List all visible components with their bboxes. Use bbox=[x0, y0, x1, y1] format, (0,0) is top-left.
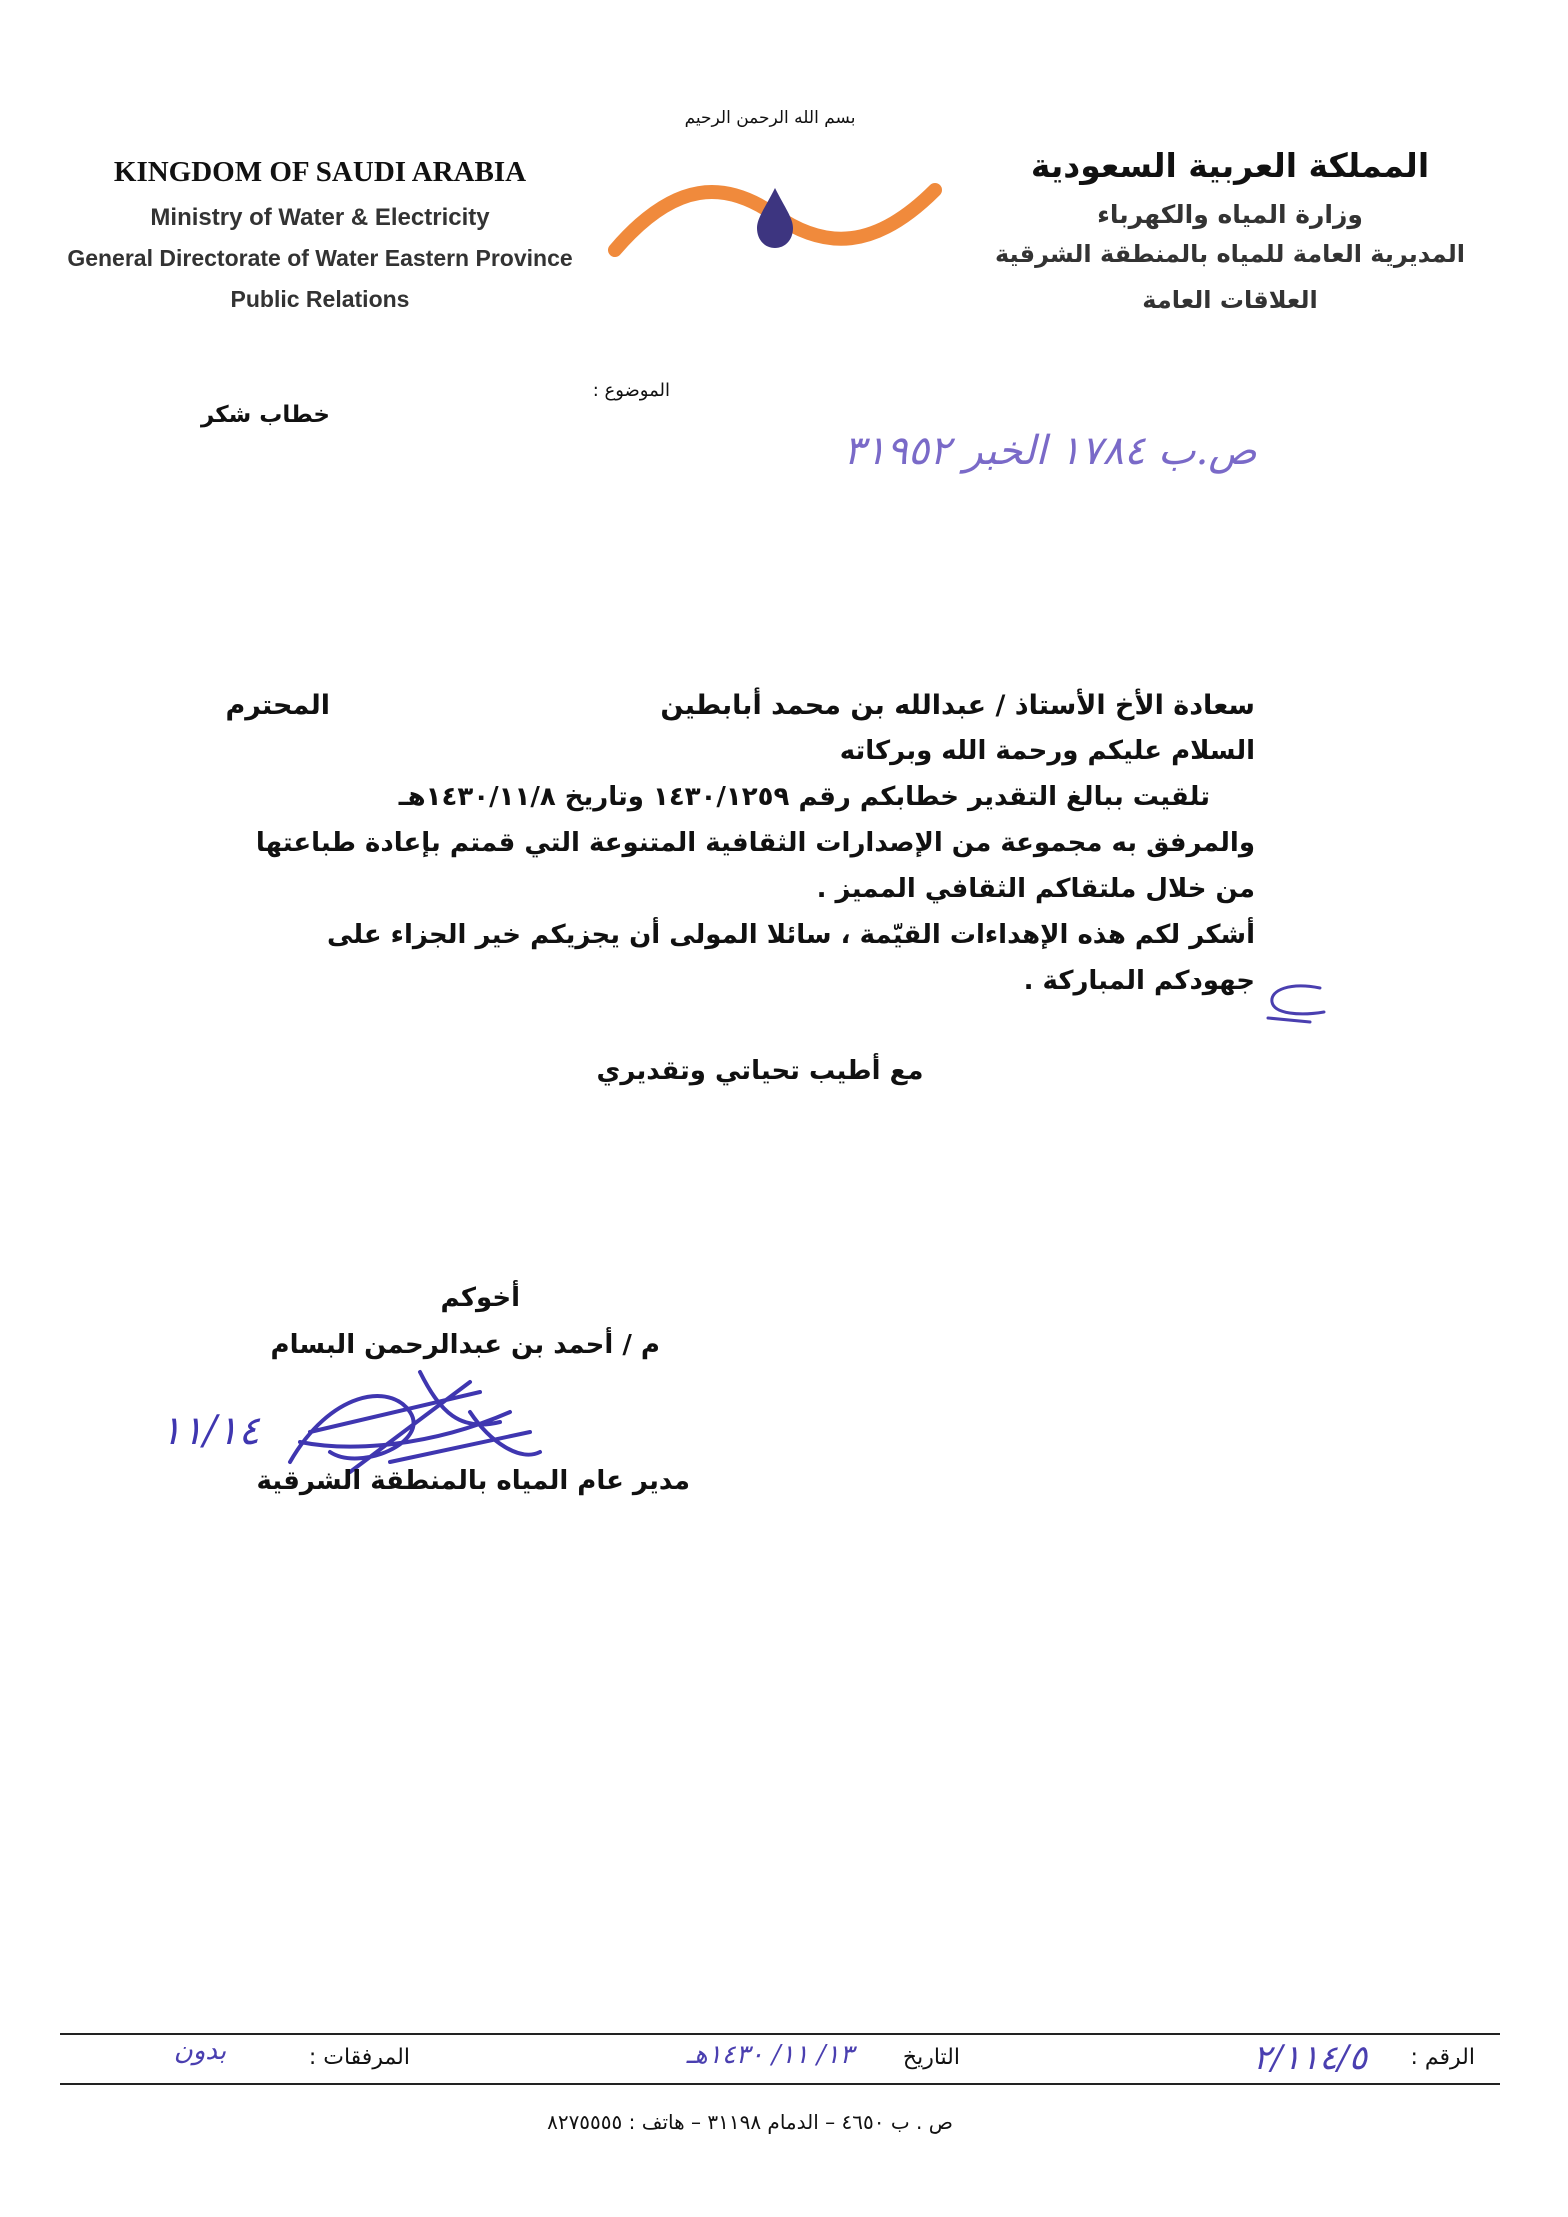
basmala: بسم الله الرحمن الرحيم bbox=[684, 108, 856, 128]
letter-honorific: المحترم bbox=[225, 690, 330, 721]
letter-line-2: والمرفق به مجموعة من الإصدارات الثقافية المتنوعة التي قمتم بإعادة طباعتها bbox=[255, 828, 1255, 858]
handwritten-mark-icon bbox=[1250, 978, 1330, 1028]
signature-title: مدير عام المياه بالمنطقة الشرقية bbox=[256, 1466, 690, 1496]
letter-greeting: السلام عليكم ورحمة الله وبركاته bbox=[839, 736, 1255, 766]
header-ar-directorate: المديرية العامة للمياه بالمنطقة الشرقية bbox=[995, 240, 1465, 268]
header-ar-ministry: وزارة المياه والكهرباء bbox=[1097, 200, 1363, 229]
footer-contact: ص . ب ٤٦٥٠ – الدمام ٣١١٩٨ – هاتف : ٨٢٧٥٥٥٥ bbox=[547, 2110, 953, 2134]
subject-value: خطاب شكر bbox=[200, 402, 330, 428]
letter-line-1: تلقيت ببالغ التقدير خطابكم رقم ١٤٣٠/١٢٥٩ وتاريخ ١٤٣٠/١١/٨هـ bbox=[398, 782, 1210, 812]
ministry-logo bbox=[605, 160, 945, 270]
footer-attachments-value: بدون bbox=[173, 2036, 227, 2066]
footer-number-label: الرقم : bbox=[1410, 2045, 1475, 2070]
letter-closing: مع أطيب تحياتي وتقديري bbox=[596, 1056, 924, 1086]
header-ar-kingdom: المملكة العربية السعودية bbox=[1030, 146, 1430, 185]
footer-date-value: ١٣/ ١١/ ١٤٣٠هـ bbox=[686, 2040, 854, 2070]
subject-label: الموضوع : bbox=[592, 380, 670, 401]
water-drop-icon bbox=[757, 188, 793, 248]
signature-name: م / أحمد بن عبدالرحمن البسام bbox=[270, 1330, 660, 1360]
footer-date-label: التاريخ bbox=[902, 2045, 960, 2070]
header-en-department: Public Relations bbox=[230, 286, 410, 312]
letter-line-5: جهودكم المباركة . bbox=[1023, 966, 1255, 996]
footer-divider-top bbox=[60, 2033, 1500, 2035]
footer-attachments-label: المرفقات : bbox=[308, 2045, 410, 2070]
signature-brother: أخوكم bbox=[440, 1283, 520, 1313]
footer-number-value: ٢/١١٤/٥ bbox=[1252, 2038, 1368, 2078]
header-en-kingdom: KINGDOM OF SAUDI ARABIA bbox=[113, 156, 527, 188]
footer-divider-bottom bbox=[60, 2083, 1500, 2085]
signature-hand-date: ١١/١٤ bbox=[160, 1408, 260, 1454]
header-en-directorate: General Directorate of Water Eastern Province bbox=[67, 245, 573, 271]
letter-line-3: من خلال ملتقاكم الثقافي المميز . bbox=[816, 874, 1255, 904]
letter-line-4: أشكر لكم هذه الإهداءات القيّمة ، سائلا المولى أن يجزيكم خير الجزاء على bbox=[326, 920, 1255, 950]
header-en-ministry: Ministry of Water & Electricity bbox=[150, 204, 490, 231]
handwritten-address: ص.ب ١٧٨٤ الخبر ٣١٩٥٢ bbox=[843, 428, 1257, 474]
header-ar-department: العلاقات العامة bbox=[1142, 286, 1318, 314]
letter-addressee: سعادة الأخ الأستاذ / عبدالله بن محمد أبابطين bbox=[660, 690, 1255, 721]
